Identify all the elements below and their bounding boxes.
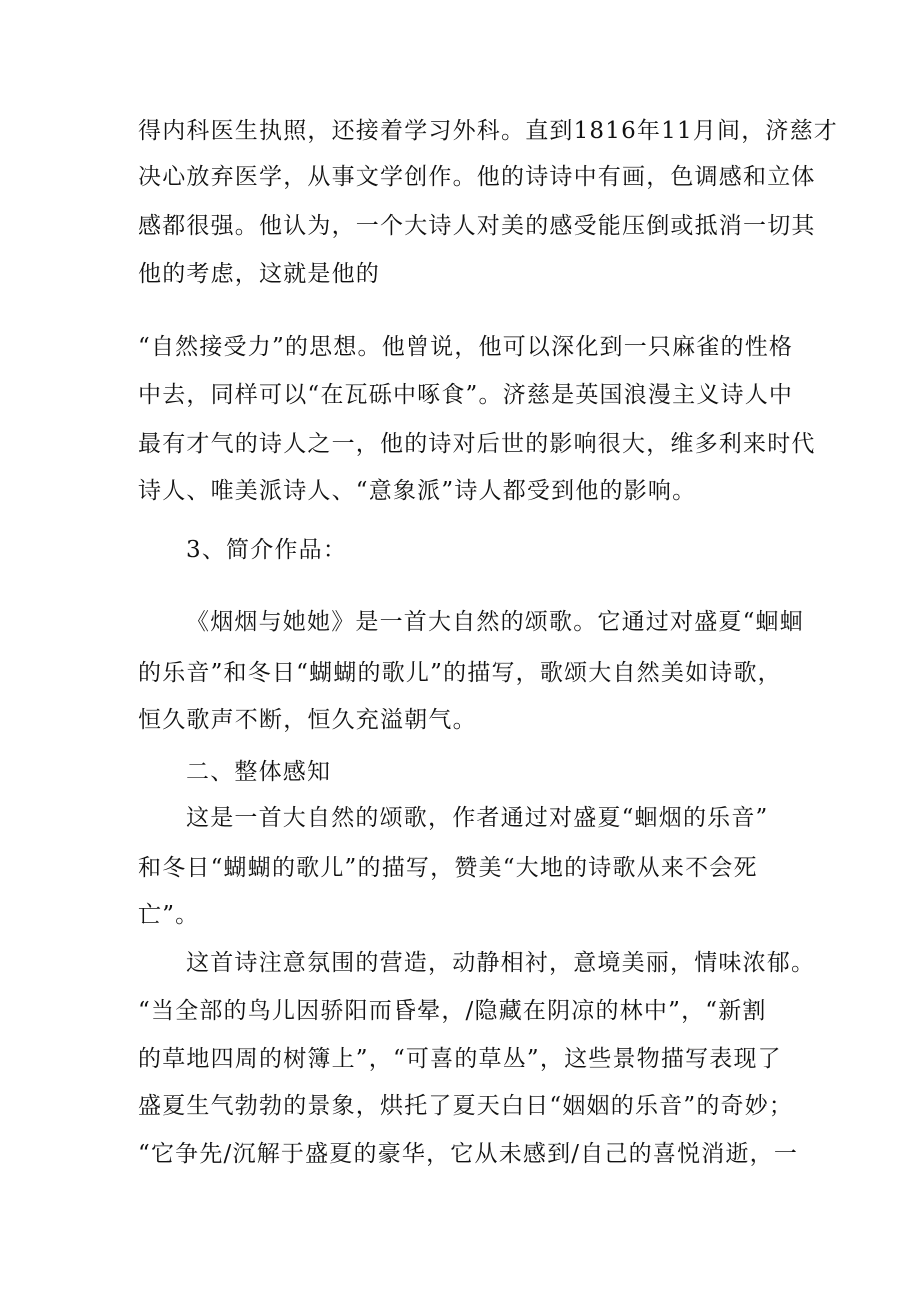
section-heading: 二、整体感知: [186, 759, 332, 785]
text-line: 恒久歌声不断，恒久充溢朝气。: [138, 707, 477, 733]
text-line: 这首诗注意氛围的营造，动静相衬，意境美丽，情味浓郁。: [186, 950, 816, 976]
text-line: 盛夏生气勃勃的景象，烘托了夏天白日“姻姻的乐音”的奇妙；: [138, 1093, 794, 1119]
text-line: “它争先/沉解于盛夏的豪华，它从未感到/自己的喜悦消逝，一: [138, 1141, 799, 1167]
text-line: 亡”。: [138, 902, 200, 928]
section-heading: 3、简介作品：: [186, 537, 348, 563]
text-line: “当全部的鸟儿因骄阳而昏晕，/隐藏在阴凉的林中”，“新割: [138, 998, 767, 1024]
text-line: 和冬日“蝴蝴的歌儿”的描写，赞美“大地的诗歌从来不会死: [138, 855, 758, 881]
text-line: 感都很强。他认为，一个大诗人对美的感受能压倒或抵消一切其: [138, 213, 816, 239]
text-line: 中去，同样可以“在瓦砾中啄食”。济慈是英国浪漫主义诗人中: [138, 382, 794, 408]
text-line: 诗人、唯美派诗人、“意象派”诗人都受到他的影响。: [138, 478, 697, 504]
text-line: “自然接受力”的思想。他曾说，他可以深化到一只麻雀的性格: [138, 334, 794, 360]
text-line: 决心放弃医学，从事文学创作。他的诗诗中有画，色调感和立体: [138, 164, 816, 190]
text-line: 的乐音”和冬日“蝴蝴的歌儿”的描写，歌颂大自然美如诗歌，: [138, 660, 782, 686]
text-line: 最有才气的诗人之一，他的诗对后世的影响很大，维多利来时代: [138, 431, 816, 457]
text-line: 得内科医生执照，还接着学习外科。直到1816年11月间，济慈才: [138, 118, 838, 144]
text-line: 他的考虑，这就是他的: [138, 261, 380, 287]
text-line: 的草地四周的树簿上”，“可喜的草丛”，这些景物描写表现了: [138, 1046, 782, 1072]
text-line: 《烟烟与她她》是一首大自然的颂歌。它通过对盛夏“蛔蛔: [186, 609, 804, 635]
text-line: 这是一首大自然的颂歌，作者通过对盛夏“蛔烟的乐音”: [186, 805, 769, 831]
